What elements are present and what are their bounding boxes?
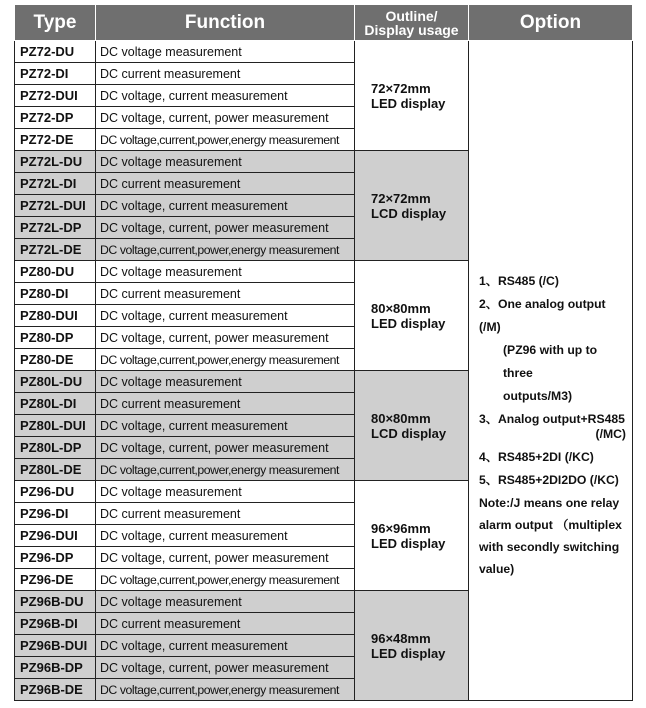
outline-size: 96×48mm [371,630,431,646]
product-table [14,4,633,701]
type-cell: PZ72L-DE [15,239,96,261]
function-cell: DC voltage,current,power,energy measurement [96,569,355,591]
outline-cell [355,591,469,701]
type-cell: PZ96B-DI [15,613,96,635]
type-cell: PZ96-DU [15,481,96,503]
option-5: 5、RS485+2DI2DO (/KC) [479,473,619,488]
type-cell: PZ72-DI [15,63,96,85]
outline-size: 80×80mm [371,300,431,316]
function-cell: DC current measurement [96,503,355,525]
function-cell: DC voltage, current measurement [96,305,355,327]
option-3: 3、Analog output+RS485 [479,412,625,427]
type-cell: PZ96-DE [15,569,96,591]
header-function: Function [96,5,355,41]
outline-size: 72×72mm [371,80,431,96]
display-usage: LED display [371,315,446,331]
option-1: 1、RS485 (/C) [479,274,559,289]
function-cell: DC voltage, current measurement [96,195,355,217]
type-cell: PZ80-DI [15,283,96,305]
header-option: Option [469,5,633,41]
display-usage: LCD display [371,425,447,441]
note-line-2: alarm output （multiplex [479,518,622,533]
type-cell: PZ80-DP [15,327,96,349]
option-cell [469,151,633,701]
function-cell: DC voltage measurement [96,481,355,503]
header-outline [355,5,469,41]
function-cell: DC voltage measurement [96,261,355,283]
function-cell: DC voltage, current measurement [96,635,355,657]
type-cell: PZ96-DUI [15,525,96,547]
header-type: Type [15,5,96,41]
header-outline-line1: Outline/ [385,7,438,24]
option-2-cont-2: outputs/M3) [503,389,573,404]
option-4: 4、RS485+2DI (/KC) [479,450,594,465]
function-cell: DC current measurement [96,613,355,635]
display-usage: LCD display [371,205,447,221]
note-line-1: Note:/J means one relay [479,496,620,511]
function-cell: DC voltage, current, power measurement [96,437,355,459]
outline-cell [355,371,469,481]
function-cell: DC voltage, current, power measurement [96,217,355,239]
type-cell: PZ96B-DUI [15,635,96,657]
function-cell: DC voltage measurement [96,591,355,613]
option-3-cont: (/MC) [595,427,626,442]
display-usage: LED display [371,645,446,661]
option-2-cont-1: (PZ96 with up to three [503,343,598,381]
table-header-row [15,5,633,41]
option-cell-top [469,41,633,151]
type-cell: PZ80L-DI [15,393,96,415]
table-row [15,151,633,173]
outline-cell [355,41,469,151]
type-cell: PZ72-DUI [15,85,96,107]
type-cell: PZ72-DU [15,41,96,63]
header-outline-line2: Display usage [364,21,459,38]
type-cell: PZ72-DE [15,129,96,151]
type-cell: PZ72L-DP [15,217,96,239]
function-cell: DC current measurement [96,63,355,85]
type-cell: PZ96B-DE [15,679,96,701]
note-line-4: value) [479,562,515,577]
function-cell: DC voltage,current,power,energy measurement [96,679,355,701]
type-cell: PZ80L-DP [15,437,96,459]
display-usage: LED display [371,535,446,551]
type-cell: PZ80L-DUI [15,415,96,437]
function-cell: DC current measurement [96,283,355,305]
function-cell: DC voltage,current,power,energy measurement [96,349,355,371]
function-cell: DC current measurement [96,173,355,195]
type-cell: PZ80-DU [15,261,96,283]
option-2: 2、One analog output (/M) [479,297,606,335]
note-line-3: with secondly switching [479,540,620,555]
function-cell: DC voltage, current, power measurement [96,107,355,129]
outline-cell [355,481,469,591]
type-cell: PZ72-DP [15,107,96,129]
function-cell: DC voltage measurement [96,151,355,173]
function-cell: DC voltage,current,power,energy measurement [96,239,355,261]
function-cell: DC voltage measurement [96,371,355,393]
function-cell: DC voltage, current, power measurement [96,327,355,349]
type-cell: PZ96-DP [15,547,96,569]
type-cell: PZ72L-DUI [15,195,96,217]
function-cell: DC voltage,current,power,energy measurement [96,459,355,481]
function-cell: DC voltage measurement [96,41,355,63]
product-table-wrapper [14,4,632,701]
function-cell: DC voltage, current measurement [96,85,355,107]
outline-size: 96×96mm [371,520,431,536]
outline-cell [355,261,469,371]
type-cell: PZ96-DI [15,503,96,525]
function-cell: DC voltage, current, power measurement [96,547,355,569]
table-body [15,41,633,701]
table-row [15,41,633,63]
function-cell: DC current measurement [96,393,355,415]
display-usage: LED display [371,95,446,111]
function-cell: DC voltage, current measurement [96,415,355,437]
outline-size: 80×80mm [371,410,431,426]
type-cell: PZ72L-DI [15,173,96,195]
outline-cell [355,151,469,261]
type-cell: PZ80L-DU [15,371,96,393]
function-cell: DC voltage, current measurement [96,525,355,547]
outline-size: 72×72mm [371,190,431,206]
function-cell: DC voltage,current,power,energy measurement [96,129,355,151]
type-cell: PZ96B-DU [15,591,96,613]
type-cell: PZ80-DE [15,349,96,371]
type-cell: PZ80L-DE [15,459,96,481]
type-cell: PZ72L-DU [15,151,96,173]
type-cell: PZ80-DUI [15,305,96,327]
function-cell: DC voltage, current, power measurement [96,657,355,679]
type-cell: PZ96B-DP [15,657,96,679]
